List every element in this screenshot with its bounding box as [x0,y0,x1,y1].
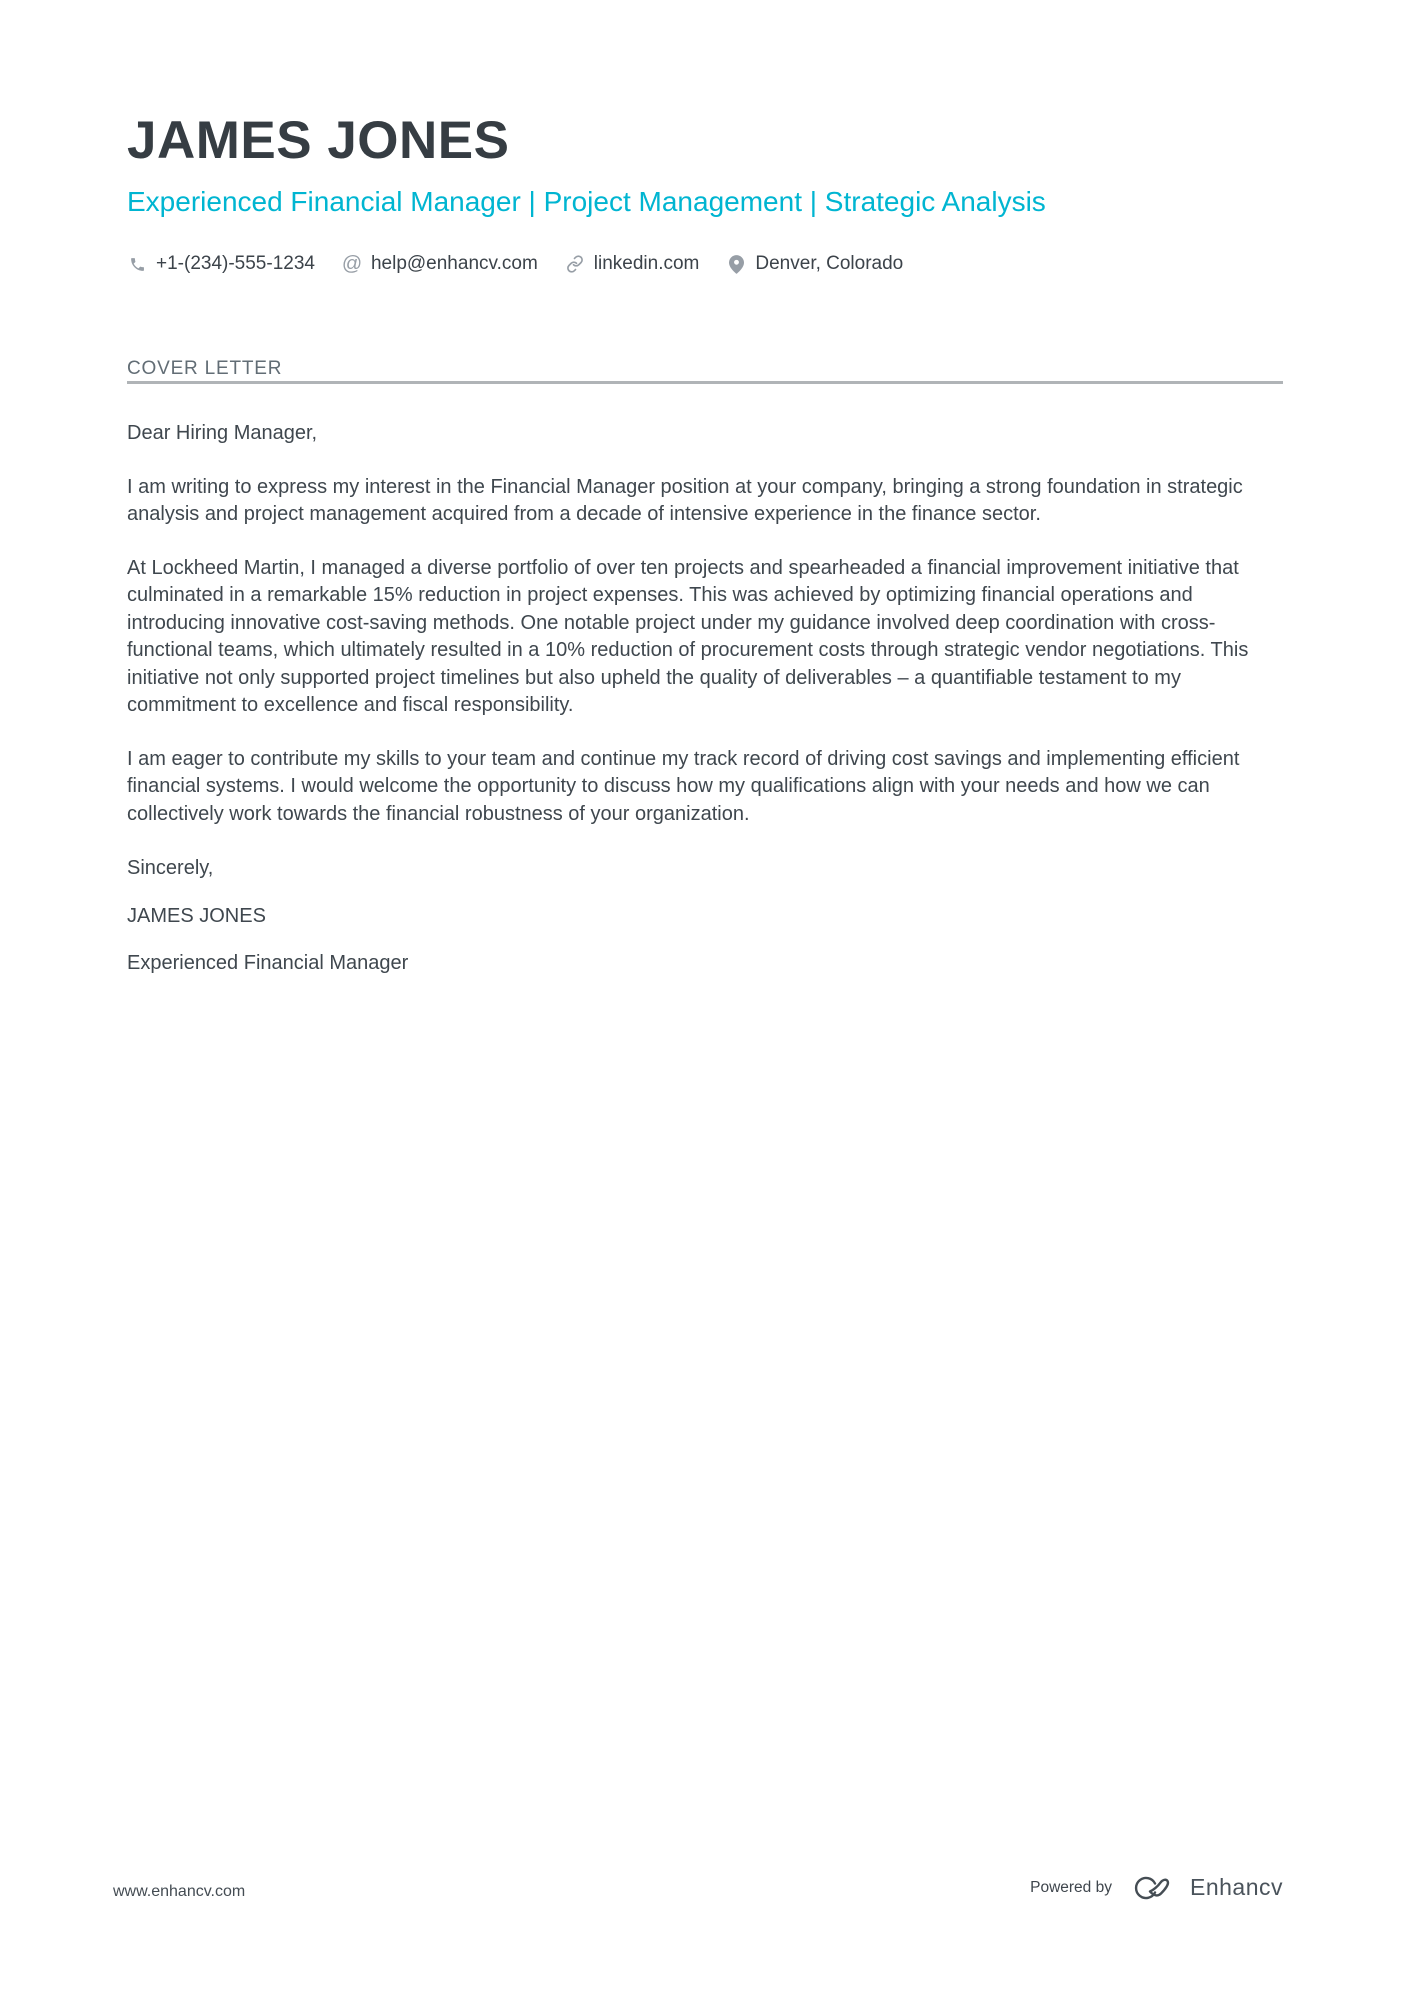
powered-by-label: Powered by [1030,1878,1112,1896]
paragraph-3: I am eager to contribute my skills to your team and continue my track record of driving cost savings and implementing efficient financial systems. I would welcome the opportunity to discuss how my qualifications align with your needs and how we can collectively work towards the financial robustness of your organization. [127,747,1240,825]
candidate-name: JAMES JONES [127,111,510,170]
section-label: COVER LETTER [127,357,1283,384]
brand-name: Enhancv [1189,1874,1283,1900]
contact-row [127,253,1283,275]
paragraph-1: I am writing to express my interest in the Financial Manager position at your company, bringing a strong foundation in strategic analysis and project management acquired from a decade of intensive experience in the finance sector. [127,475,1243,525]
phone-icon [127,254,147,274]
pin-icon [726,254,746,274]
closing: Sincerely, [127,857,214,879]
footer-url[interactable]: www.enhancv.com [113,1883,246,1900]
at-icon: @ [341,253,363,275]
signature-name: JAMES JONES [127,904,266,927]
enhancv-logo-icon [1127,1875,1175,1901]
link-icon [565,254,585,274]
contact-email-text: help@enhancv.com [370,253,538,274]
powered-by[interactable] [1030,1874,1283,1901]
contact-website-text: linkedin.com [593,253,700,274]
headline: Experienced Financial Manager | Project Management | Strategic Analysis [127,186,1046,217]
cover-letter-section [127,357,1283,978]
signature-title: Experienced Financial Manager [127,952,409,974]
contact-phone-text: +1-(234)-555-1234 [156,253,315,274]
contact-location[interactable] [726,253,903,275]
contact-location-text: Denver, Colorado [755,253,904,274]
paragraph-2: At Lockheed Martin, I managed a diverse portfolio of over ten projects and spearheaded a financial improvement initiative that culminated in a remarkable 15% reduction in project expenses. This was achieved by optimizing financial operations and introducing innovative cost-saving methods. One notable project under my guidance involved deep coordination with cross-functional teams, which ultimately resulted in a 10% reduction of procurement costs through strategic vendor negotiations. This initiative not only supported project timelines but also upheld the quality of deliverables – a quantifiable testament to my commitment to excellence and fiscal responsibility. [127,556,1249,716]
contact-phone[interactable] [127,253,315,275]
contact-website[interactable] [565,253,700,275]
salutation: Dear Hiring Manager, [127,422,318,444]
contact-email[interactable] [342,253,538,275]
